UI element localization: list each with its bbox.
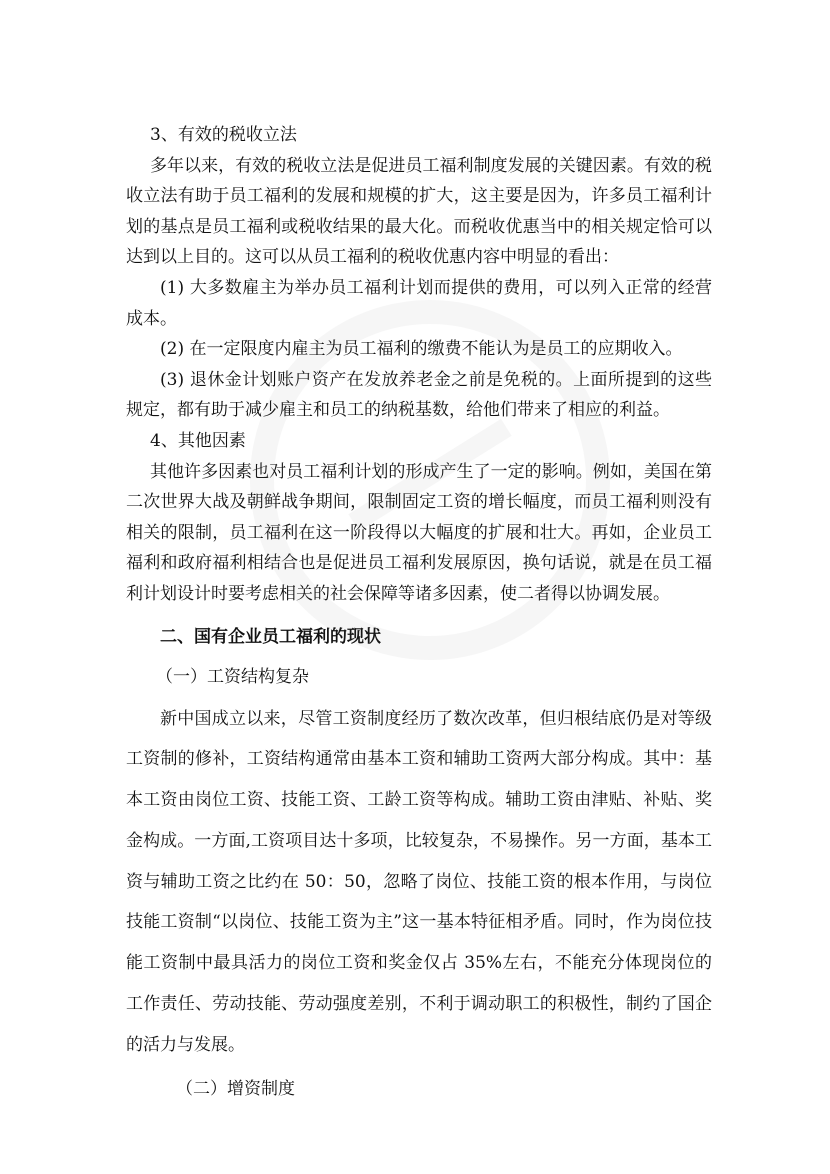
section-3-heading: 3、有效的税收立法 xyxy=(150,125,297,145)
section-4-heading: 4、其他因素 xyxy=(150,430,246,451)
list-item-3: (3) 退休金计划账户资产在发放养老金之前是免税的。上面所提到的这些规定，都有助于减少雇主和员工的纳税基数，给他们带来了相应的利益。 xyxy=(126,369,712,421)
section-4-paragraph: 其他许多因素也对员工福利计划的形成产生了一定的影响。例如，美国在第二次世界大战及朝鲜战争期间，限制固定工资的增长幅度，而员工福利则没有相关的限制，员工福利在这一阶段得以大幅度的扩展和壮大。再如，企业员工福利和政府福利相结合也是促进员工福利发展原因，换句话说，就是在员工福利计划设计时要考虑相关的社会保障等诸多因素，使二者得以协调发展。 xyxy=(126,461,712,604)
subsection-1-heading: （一）工资结构复杂 xyxy=(156,666,309,687)
subsection-2-heading: （二）增资制度 xyxy=(176,1078,295,1099)
section-3-paragraph: 多年以来，有效的税收立法是促进员工福利制度发展的关键因素。有效的税收立法有助于员工福利的发展和规模的扩大，这主要是因为，许多员工福利计划的基点是员工福利或税收结果的最大化。而税收优惠当中的相关规定恰可以达到以上目的。这可以从员工福利的税收优惠内容中明显的看出： xyxy=(126,155,712,268)
subsection-1-paragraph: 新中国成立以来，尽管工资制度经历了数次改革，但归根结底仍是对等级工资制的修补，工资结构通常由基本工资和辅助工资两大部分构成。其中：基本工资由岗位工资、技能工资、工龄工资等构成。辅助工资由津贴、补贴、奖金构成。一方面,工资项目达十多项，比较复杂，不易操作。另一方面，基本工资与辅助工资之比约在 50：50，忽略了岗位、技能工资的根本作用，与岗位技能工资制“以岗位、技能工资为主”这一基本特征相矛盾。同时，作为岗位技能工资制中最具活力的岗位工资和奖金仅占 35%左右，不能充分体现岗位的工作责任、劳动技能、劳动强度差别，不利于调动职工的积极性，制约了国企的活力与发展。 xyxy=(126,708,712,1055)
list-item-1: (1) 大多数雇主为举办员工福利计划而提供的费用，可以列入正常的经营成本。 xyxy=(126,277,712,329)
part-2-heading: 二、国有企业员工福利的现状 xyxy=(160,626,381,647)
list-item-2: (2) 在一定限度内雇主为员工福利的缴费不能认为是员工的应期收入。 xyxy=(160,339,683,360)
